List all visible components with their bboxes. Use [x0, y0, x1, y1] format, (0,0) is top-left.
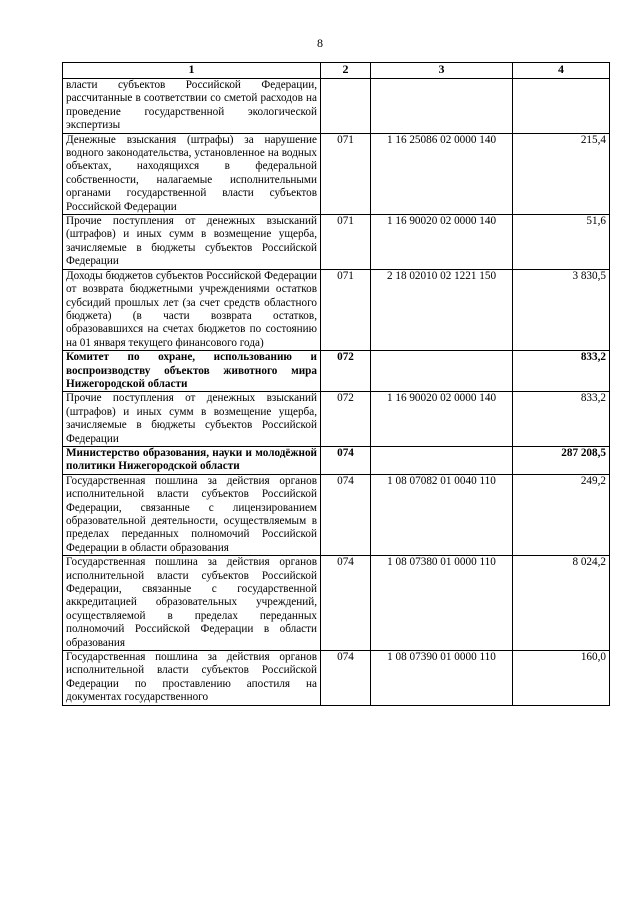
- row-budget-code: 1 16 90020 02 0000 140: [371, 392, 513, 447]
- row-amount: [513, 79, 610, 134]
- row-amount: 51,6: [513, 215, 610, 270]
- row-description: Государственная пошлина за действия органов исполнительной власти субъектов Российской Федерации, связанные с лицензированием образовательной деятельности, осуществляемым в пределах переданных полномочий Российской Федерации в области образования: [63, 474, 321, 555]
- table-row: [63, 556, 610, 651]
- row-admin-code: 074: [321, 474, 371, 555]
- row-amount: 215,4: [513, 133, 610, 214]
- table-row: [63, 651, 610, 706]
- row-budget-code: [371, 351, 513, 392]
- table-row: [63, 215, 610, 270]
- row-admin-code: 074: [321, 556, 371, 651]
- row-budget-code: 1 16 90020 02 0000 140: [371, 215, 513, 270]
- row-admin-code: 071: [321, 133, 371, 214]
- row-description: Министерство образования, науки и молодёжной политики Нижегородской области: [63, 446, 321, 474]
- table-row: [63, 351, 610, 392]
- row-budget-code: 1 16 25086 02 0000 140: [371, 133, 513, 214]
- row-description: Денежные взыскания (штрафы) за нарушение водного законодательства, установленное на водных объектах, находящихся в федеральной собственности, налагаемые исполнительными органами государственной власти субъектов Российской Федерации: [63, 133, 321, 214]
- table-row: [63, 446, 610, 474]
- row-description: власти субъектов Российской Федерации, рассчитанные в соответствии со сметой расходов на проведение государственной экологической экспертизы: [63, 79, 321, 134]
- row-amount: 8 024,2: [513, 556, 610, 651]
- row-amount: 160,0: [513, 651, 610, 706]
- row-budget-code: [371, 446, 513, 474]
- row-amount: 287 208,5: [513, 446, 610, 474]
- row-amount: 833,2: [513, 392, 610, 447]
- column-header-1: 1: [63, 63, 321, 79]
- row-budget-code: 1 08 07380 01 0000 110: [371, 556, 513, 651]
- row-admin-code: 072: [321, 351, 371, 392]
- row-admin-code: 072: [321, 392, 371, 447]
- row-description: Прочие поступления от денежных взысканий (штрафов) и иных сумм в возмещение ущерба, зачисляемые в бюджеты субъектов Российской Федерации: [63, 215, 321, 270]
- table-row: [63, 269, 610, 350]
- row-description: Государственная пошлина за действия органов исполнительной власти субъектов Российской Федерации, связанные с государственной аккредитацией образовательных учреждений, осуществляемой в пределах переданных полномочий Российской Федерации в области образования: [63, 556, 321, 651]
- row-amount: 833,2: [513, 351, 610, 392]
- row-budget-code: 2 18 02010 02 1221 150: [371, 269, 513, 350]
- row-description: Доходы бюджетов субъектов Российской Федерации от возврата бюджетными учреждениями остатков субсидий прошлых лет (за счет средств областного бюджета) (в части возврата остатков, образовавшихся на счетах бюджетов по состоянию на 01 января текущего финансового года): [63, 269, 321, 350]
- row-admin-code: [321, 79, 371, 134]
- column-header-2: 2: [321, 63, 371, 79]
- row-description: Комитет по охране, использованию и воспроизводству объектов животного мира Нижегородской области: [63, 351, 321, 392]
- column-header-4: 4: [513, 63, 610, 79]
- row-amount: 3 830,5: [513, 269, 610, 350]
- table-row: [63, 79, 610, 134]
- table-row: [63, 474, 610, 555]
- revenue-table: [62, 62, 610, 706]
- row-description: Прочие поступления от денежных взысканий (штрафов) и иных сумм в возмещение ущерба, зачисляемые в бюджеты субъектов Российской Федерации: [63, 392, 321, 447]
- page-number: 8: [317, 36, 323, 50]
- row-description: Государственная пошлина за действия органов исполнительной власти субъектов Российской Федерации по проставлению апостиля на документах государственного: [63, 651, 321, 706]
- row-budget-code: 1 08 07082 01 0040 110: [371, 474, 513, 555]
- table-header-row: [63, 63, 610, 79]
- column-header-3: 3: [371, 63, 513, 79]
- table-row: [63, 133, 610, 214]
- row-admin-code: 074: [321, 651, 371, 706]
- row-admin-code: 074: [321, 446, 371, 474]
- row-admin-code: 071: [321, 215, 371, 270]
- row-admin-code: 071: [321, 269, 371, 350]
- table-row: [63, 392, 610, 447]
- row-budget-code: [371, 79, 513, 134]
- row-amount: 249,2: [513, 474, 610, 555]
- row-budget-code: 1 08 07390 01 0000 110: [371, 651, 513, 706]
